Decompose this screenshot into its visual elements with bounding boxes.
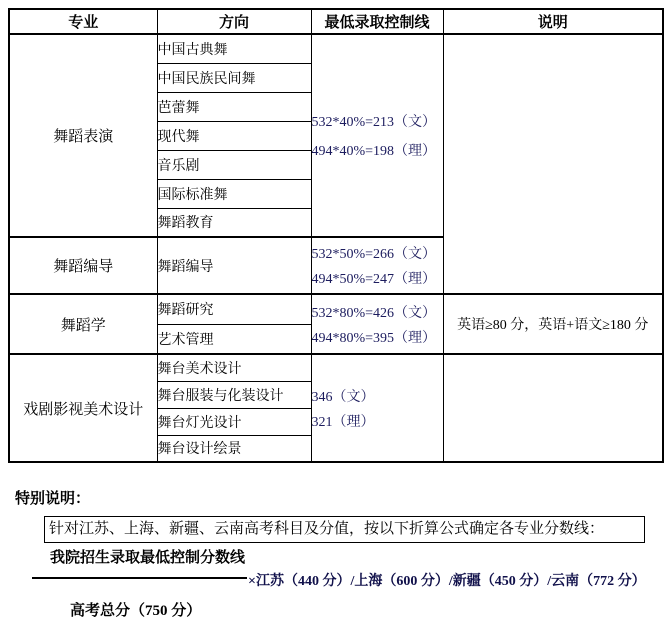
score-line-science: 321（理） <box>311 414 375 430</box>
direction-cell: 中国民族民间舞 <box>157 63 311 92</box>
formula-multiplier: ×江苏（440 分）/上海（600 分）/新疆（450 分）/云南（772 分） <box>248 574 646 589</box>
table-header-row <box>9 9 663 34</box>
score-line-arts: 346（文） <box>311 389 375 405</box>
score-cell-dance-choreography <box>311 237 443 294</box>
score-cell-stage-art-design <box>311 354 443 462</box>
remark-cell-empty <box>443 354 663 462</box>
table-row <box>9 294 663 324</box>
score-line-arts: 532*80%=426（文） <box>311 305 437 321</box>
direction-cell: 舞蹈教育 <box>157 208 311 237</box>
remark-cell-english-requirement: 英语≥80 分，英语+语文≥180 分 <box>443 294 663 354</box>
score-line-science: 494*40%=198（理） <box>311 144 437 159</box>
major-cell-stage-art-design: 戏剧影视美术设计 <box>9 354 157 462</box>
header-direction: 方向 <box>157 9 311 34</box>
direction-cell: 艺术管理 <box>157 324 311 354</box>
major-cell-dance-performance: 舞蹈表演 <box>9 34 157 237</box>
header-remark: 说明 <box>443 9 663 34</box>
score-line-arts: 532*50%=266（文） <box>311 247 437 262</box>
formula-numerator: 我院招生录取最低控制分数线 <box>50 550 246 566</box>
direction-cell: 国际标准舞 <box>157 179 311 208</box>
admissions-score-table <box>8 8 664 463</box>
formula-denominator: 高考总分（750 分） <box>70 603 202 619</box>
direction-cell: 舞蹈研究 <box>157 294 311 324</box>
header-major: 专业 <box>9 9 157 34</box>
direction-cell: 中国古典舞 <box>157 34 311 63</box>
major-cell-dance-studies: 舞蹈学 <box>9 294 157 354</box>
direction-cell: 舞台设计绘景 <box>157 435 311 462</box>
table-row <box>9 34 663 63</box>
header-score-line: 最低录取控制线 <box>311 9 443 34</box>
direction-cell: 舞台服装与化装设计 <box>157 381 311 408</box>
score-cell-dance-performance <box>311 34 443 237</box>
table-row <box>9 354 663 381</box>
score-cell-dance-studies <box>311 294 443 354</box>
direction-cell: 舞台灯光设计 <box>157 408 311 435</box>
direction-cell: 音乐剧 <box>157 150 311 179</box>
special-notes-title: 特别说明： <box>15 491 91 507</box>
direction-cell: 芭蕾舞 <box>157 92 311 121</box>
score-line-science: 494*50%=247（理） <box>311 272 437 287</box>
score-line-science: 494*80%=395（理） <box>311 330 437 346</box>
direction-cell: 舞台美术设计 <box>157 354 311 381</box>
major-cell-dance-choreography: 舞蹈编导 <box>9 237 157 294</box>
formula-fraction-bar <box>32 577 247 579</box>
remark-cell-empty <box>443 34 663 294</box>
direction-cell: 现代舞 <box>157 121 311 150</box>
score-line-arts: 532*40%=213（文） <box>311 115 437 130</box>
conversion-note-box: 针对江苏、上海、新疆、云南高考科目及分值，按以下折算公式确定各专业分数线： <box>44 516 645 543</box>
direction-cell: 舞蹈编导 <box>157 237 311 294</box>
